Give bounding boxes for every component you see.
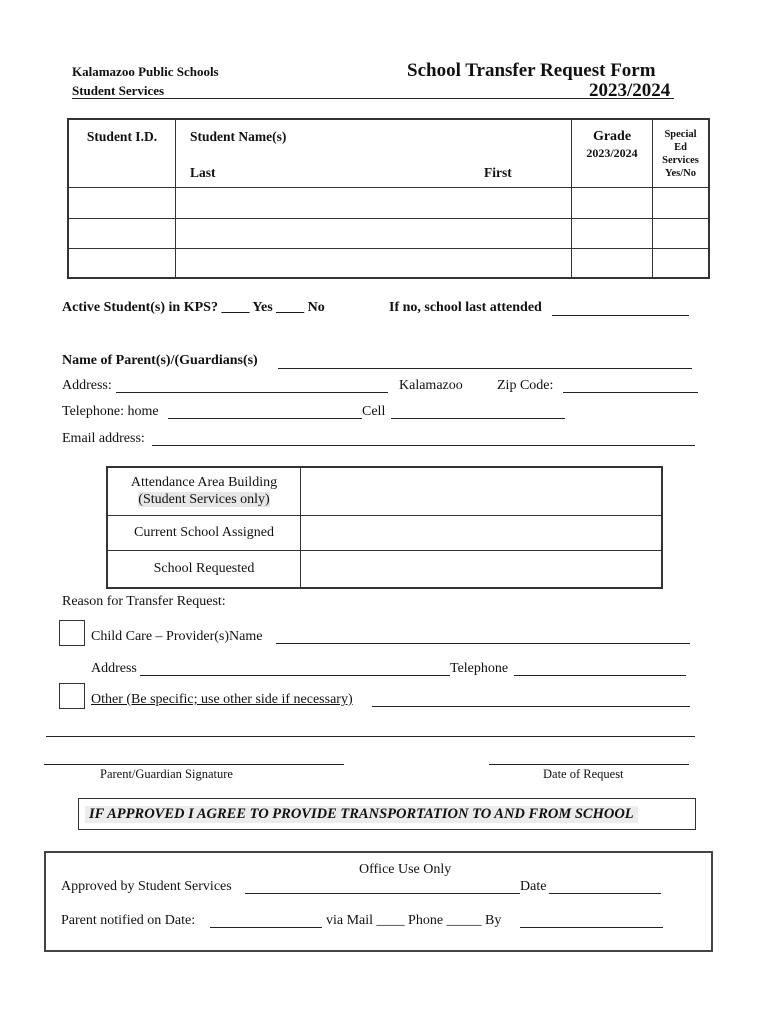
phone-label: Telephone: home	[62, 404, 159, 419]
provider-telephone-field[interactable]	[514, 675, 686, 676]
office-use-title: Office Use Only	[359, 862, 452, 877]
signature-label: Parent/Guardian Signature	[100, 767, 233, 781]
other-reason-field[interactable]	[372, 706, 690, 707]
col-student-name: Student Name(s) Last First	[176, 119, 572, 187]
cell-phone-field[interactable]	[391, 418, 565, 419]
attendance-area-label: Attendance Area Building (Student Services only)	[107, 467, 301, 515]
attendance-area-field[interactable]	[301, 467, 663, 515]
col-special-ed: Special Ed Services Yes/No	[653, 119, 710, 187]
grade-cell[interactable]	[572, 248, 653, 278]
provider-telephone-label: Telephone	[450, 661, 509, 676]
date-field[interactable]	[489, 764, 689, 765]
active-student-question: Active Student(s) in KPS? ____ Yes ____ No	[62, 300, 325, 315]
student-table	[67, 118, 710, 279]
last-attended-label: If no, school last attended	[389, 300, 542, 315]
cell-label: Cell	[362, 404, 386, 419]
zip-field[interactable]	[563, 392, 698, 393]
parent-name-label: Name of Parent(s)/(Guardians(s)	[62, 353, 258, 368]
special-ed-cell[interactable]	[653, 218, 710, 248]
notified-date-field[interactable]	[210, 927, 322, 928]
student-name-cell[interactable]	[176, 218, 572, 248]
home-phone-field[interactable]	[168, 418, 362, 419]
childcare-label: Child Care – Provider(s)Name	[91, 629, 263, 644]
school-requested-label: School Requested	[107, 550, 301, 588]
student-id-cell[interactable]	[68, 248, 176, 278]
other-reason-label: Other (Be specific; use other side if necessary)	[91, 692, 353, 707]
form-title: School Transfer Request Form	[407, 60, 656, 81]
office-date-field[interactable]	[549, 893, 661, 894]
transportation-agreement-box	[78, 798, 696, 830]
current-school-label: Current School Assigned	[107, 515, 301, 550]
attendance-area-table	[106, 466, 663, 589]
date-label: Date of Request	[543, 767, 624, 781]
table-row[interactable]	[68, 187, 709, 218]
email-field[interactable]	[152, 445, 695, 446]
email-label: Email address:	[62, 431, 145, 446]
approved-field[interactable]	[245, 893, 520, 894]
special-ed-cell[interactable]	[653, 248, 710, 278]
department-name: Student Services	[72, 83, 165, 98]
grade-cell[interactable]	[572, 218, 653, 248]
table-row[interactable]	[68, 248, 709, 278]
special-ed-cell[interactable]	[653, 187, 710, 218]
notified-label: Parent notified on Date:	[61, 913, 196, 928]
signature-field[interactable]	[44, 764, 344, 765]
other-checkbox[interactable]	[59, 683, 85, 709]
address-field[interactable]	[116, 392, 388, 393]
notification-method-label: via Mail ____ Phone _____ By	[326, 913, 502, 928]
last-attended-field[interactable]	[552, 315, 689, 316]
approved-label: Approved by Student Services	[61, 879, 232, 894]
organization-name: Kalamazoo Public Schools	[72, 64, 219, 79]
office-date-label: Date	[520, 879, 547, 894]
transportation-agreement-text: IF APPROVED I AGREE TO PROVIDE TRANSPORTATION TO AND FROM SCHOOL	[85, 806, 638, 823]
col-student-id: Student I.D.	[68, 119, 176, 187]
student-name-cell[interactable]	[176, 187, 572, 218]
office-use-box	[44, 851, 713, 952]
childcare-checkbox[interactable]	[59, 620, 85, 646]
header-rule	[72, 98, 674, 99]
student-id-cell[interactable]	[68, 218, 176, 248]
grade-cell[interactable]	[572, 187, 653, 218]
notified-by-field[interactable]	[520, 927, 663, 928]
student-id-cell[interactable]	[68, 187, 176, 218]
form-year: 2023/2024	[589, 80, 671, 101]
school-requested-field[interactable]	[301, 550, 663, 588]
zip-label: Zip Code:	[497, 378, 554, 393]
reason-label: Reason for Transfer Request:	[62, 594, 226, 609]
col-grade: Grade 2023/2024	[572, 119, 653, 187]
student-name-cell[interactable]	[176, 248, 572, 278]
parent-name-field[interactable]	[278, 368, 692, 369]
provider-address-field[interactable]	[140, 675, 450, 676]
provider-address-label: Address	[91, 661, 137, 676]
table-row[interactable]	[68, 218, 709, 248]
provider-name-field[interactable]	[276, 643, 690, 644]
current-school-field[interactable]	[301, 515, 663, 550]
address-label: Address:	[62, 378, 112, 393]
other-reason-continuation[interactable]	[46, 736, 695, 737]
city-text: Kalamazoo	[399, 378, 463, 393]
